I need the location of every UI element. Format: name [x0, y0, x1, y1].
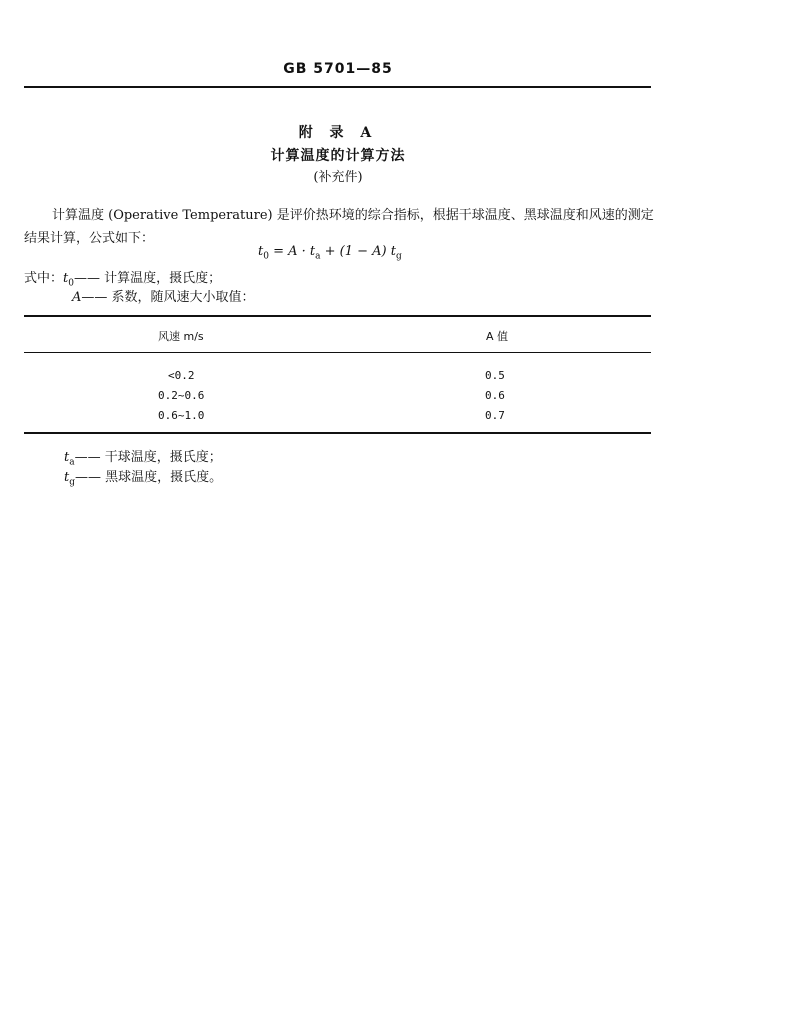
table-cell-speed: 0.2~0.6 [158, 389, 205, 402]
table-cell-a-value: 0.5 [485, 369, 505, 382]
definition-sub: g [69, 477, 75, 488]
formula-ta-sub: a [315, 251, 321, 262]
body-paragraph: 计算温度 (Operative Temperature) 是评价热环境的综合指标，根据干球温度、黑球温度和风速的测定结果计算，公式如下： [24, 208, 654, 246]
appendix-label: 附 录 A [298, 125, 378, 141]
definition-symbol: A [72, 290, 82, 305]
standard-code: GB 5701—85 [283, 61, 393, 77]
definition-text: —— 计算温度，摄氏度； [73, 271, 222, 286]
table-cell-speed: <0.2 [168, 369, 195, 382]
formula [258, 244, 402, 262]
table-header-wind-speed: 风速 m/s [158, 330, 204, 343]
formula-rest: + (1 − A) t [320, 244, 396, 259]
table-cell-a-value: 0.6 [485, 389, 505, 402]
definition-prefix: 式中： [24, 271, 64, 286]
table-cell-speed: 0.6~1.0 [158, 409, 205, 422]
appendix-title: 计算温度的计算方法 [270, 148, 406, 164]
appendix-type: (补充件) [313, 170, 363, 185]
definition-text: —— 黑球温度，摄氏度。 [75, 470, 223, 485]
header-rule [24, 86, 651, 88]
table-header-rule [24, 352, 651, 353]
definition-symbol: t [63, 271, 69, 286]
definition-ta [64, 446, 222, 468]
table-cell-a-value: 0.7 [485, 409, 505, 422]
table-top-rule [24, 315, 651, 317]
definition-text: —— 系数，随风速大小取值： [81, 290, 255, 305]
formula-lhs-sub: 0 [263, 251, 269, 262]
table-header-a-value: A 值 [486, 330, 509, 343]
formula-eq: = A · t [268, 244, 316, 259]
definition-symbol: t [64, 470, 70, 485]
definition-tg [64, 466, 222, 488]
table-bottom-rule [24, 432, 651, 434]
formula-tg-sub: g [396, 251, 402, 262]
definition-symbol: t [64, 450, 70, 465]
definition-a [72, 286, 255, 305]
definition-sub: a [69, 457, 75, 468]
formula-lhs: t [258, 244, 264, 259]
definition-text: —— 干球温度，摄氏度； [74, 450, 222, 465]
definition-sub: 0 [68, 278, 74, 289]
